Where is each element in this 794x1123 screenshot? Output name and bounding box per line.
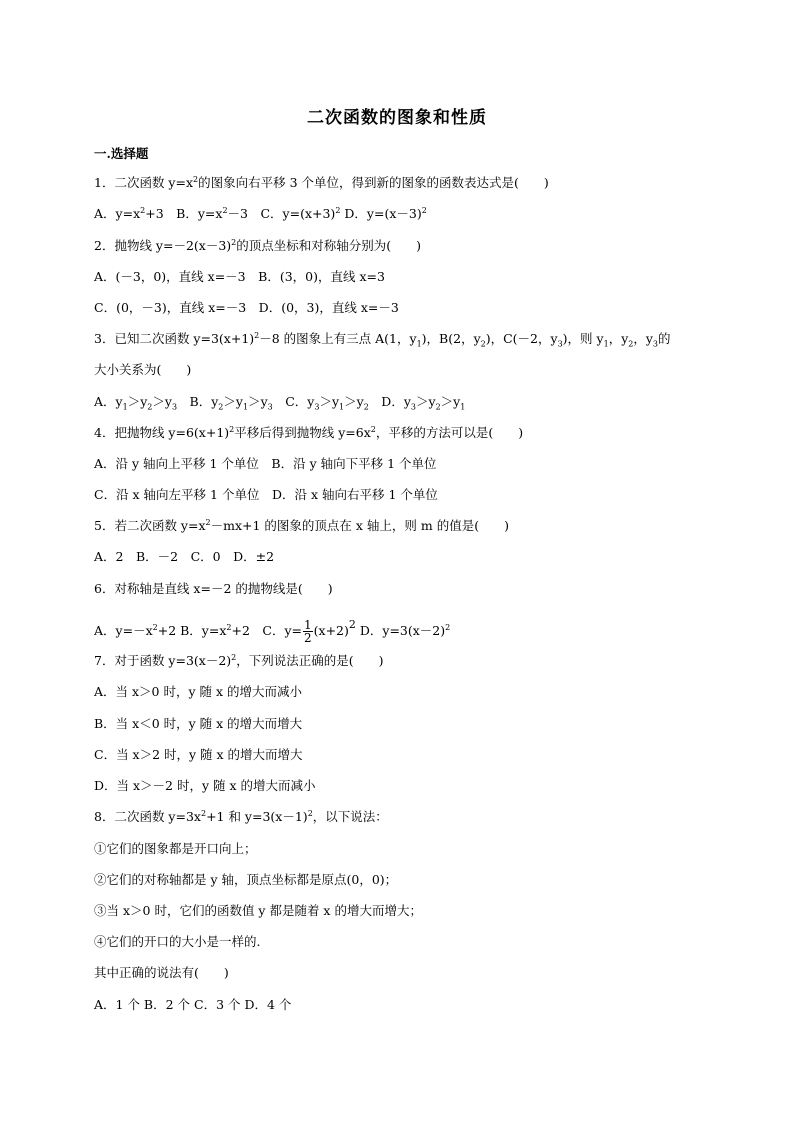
- question-8-statement-1: ①它们的图象都是开口向上；: [94, 841, 257, 856]
- question-3-stem-cont: 大小关系为( ): [94, 362, 192, 377]
- question-5-stem: 5．若二次函数 $y=x^2-mx+1$ 的图象的顶点在 x 轴上，则 m 的值是( ): [94, 517, 509, 533]
- question-7-option-c: C．当 x＞2 时，y 随 x 的增大而增大: [94, 747, 303, 762]
- section-heading: 一.选择题: [94, 146, 149, 161]
- question-8-stem: 8．二次函数 $y=3x^2+1$ 和 $y=3(x-1)^2$，以下说法：: [94, 808, 388, 824]
- question-5-options: A．2 B．－2 C．0 D．±2: [94, 549, 275, 564]
- question-4-stem: 4．把抛物线 $y=6(x+1)^2$平移后得到抛物线 $y=6x^2$，平移的方法可以是( ): [94, 424, 524, 440]
- question-8-prompt: 其中正确的说法有( ): [94, 965, 229, 980]
- question-7-stem: 7．对于函数 $y=3(x-2)^2$，下列说法正确的是( ): [94, 652, 384, 668]
- question-1-stem: 1．二次函数 $y=x^2$的图象向右平移 3 个单位，得到新的图象的函数表达式是( ): [94, 174, 549, 190]
- question-3-stem: 3．已知二次函数 $y=3(x+1)^2-8$ 的图象上有三点 A(1，$y_1$)，B(2，$y_2$)，C(－2，$y_3$)，则 $y_1$，$y_2$，$y_3$的: [94, 330, 671, 349]
- question-8-options: A．1 个 B．2 个 C．3 个 D．4 个: [94, 997, 292, 1012]
- question-3-options: A．$y_1>y_2>y_3$ B．$y_2>y_1>y_3$ C．$y_3>y_1>y_2$ D．$y_3>y_2>y_1$: [94, 394, 466, 412]
- question-7-option-a: A．当 x＞0 时，y 随 x 的增大而减小: [94, 684, 303, 699]
- question-6-stem: 6．对称轴是直线 x=－2 的抛物线是( ): [94, 581, 333, 596]
- fraction-one-half: $\frac{1}{2}$: [304, 618, 312, 645]
- question-8-statement-2: ②它们的对称轴都是 y 轴，顶点坐标都是原点(0，0)；: [94, 872, 398, 887]
- question-2-stem: 2．抛物线 $y=-2(x-3)^2$的顶点坐标和对称轴分别为( ): [94, 237, 422, 253]
- page-title: 二次函数的图象和性质: [307, 108, 487, 128]
- question-8-statement-3: ③当 x＞0 时，它们的函数值 y 都是随着 x 的增大而增大；: [94, 903, 422, 918]
- question-6-options: A．$y=-x^2+2$ B．$y=x^2+2$ C．y= $\frac{1}{2}$ (x+2)2 D．$y=3(x-2)^2$: [94, 618, 451, 645]
- question-7-option-b: B．当 x＜0 时，y 随 x 的增大而增大: [94, 716, 303, 731]
- question-4-options-row1: A．沿 y 轴向上平移 1 个单位 B．沿 y 轴向下平移 1 个单位: [94, 456, 437, 471]
- question-1-options: A．$y=x^2+3$ B．$y=x^2-3$ C．$y=(x+3)^2$ D．$y=(x-3)^2$: [94, 205, 427, 221]
- question-4-options-row2: C．沿 x 轴向左平移 1 个单位 D．沿 x 轴向右平移 1 个单位: [94, 487, 438, 502]
- question-7-option-d: D．当 x＞－2 时，y 随 x 的增大而减小: [94, 778, 316, 793]
- question-8-statement-4: ④它们的开口的大小是一样的.: [94, 934, 261, 949]
- question-2-options-row2: C．(0，－3)，直线 x=－3 D．(0，3)，直线 x=－3: [94, 300, 399, 315]
- question-2-options-row1: A．(－3，0)，直线 x=－3 B．(3，0)，直线 x=3: [94, 269, 385, 284]
